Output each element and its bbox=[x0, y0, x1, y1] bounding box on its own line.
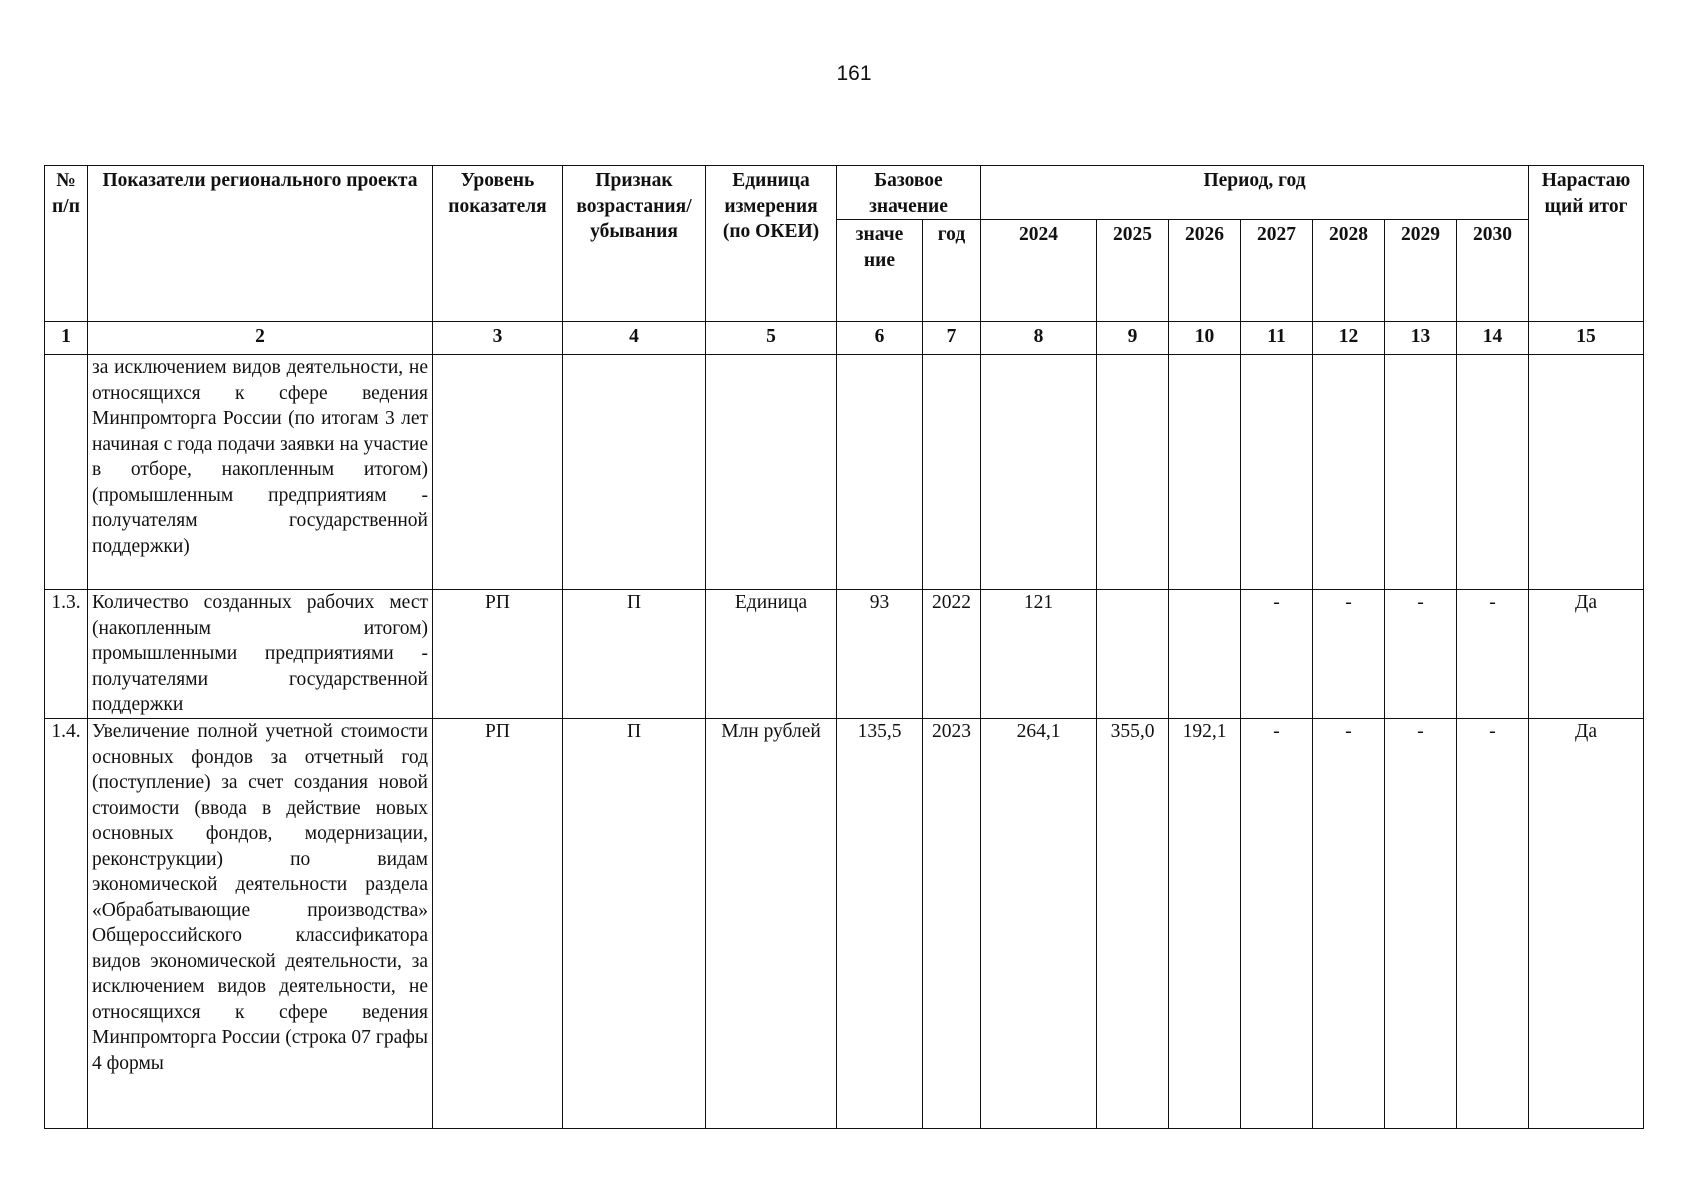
header-indicators: Показатели регионального проекта bbox=[88, 166, 433, 322]
column-number: 13 bbox=[1385, 322, 1457, 355]
header-unit: Единица измерения (по ОКЕИ) bbox=[706, 166, 837, 322]
row-base-value: 135,5 bbox=[837, 719, 923, 1129]
column-number: 1 bbox=[45, 322, 88, 355]
row-indicator-text: за исключением видов деятельности, не относящихся к сфере ведения Минпромторга России (по итогам 3 лет начиная с года подачи заявки на участие в отборе, накопленным итогом) (промышленным предприятиям - получателям государственной поддержки) bbox=[88, 355, 433, 590]
column-number: 3 bbox=[433, 322, 563, 355]
header-cumulative: Нарастаю щий итог bbox=[1529, 166, 1644, 322]
row-2029 bbox=[1385, 355, 1457, 590]
row-base-value: 93 bbox=[837, 590, 923, 719]
row-cumulative bbox=[1529, 355, 1644, 590]
row-level bbox=[433, 355, 563, 590]
header-sign: Признак возрастания/ убывания bbox=[563, 166, 706, 322]
row-unit: Млн рублей bbox=[706, 719, 837, 1129]
row-2027: - bbox=[1241, 590, 1313, 719]
header-num: № п/п bbox=[45, 166, 88, 322]
header-base-year: год bbox=[923, 220, 981, 322]
row-sign: П bbox=[563, 590, 706, 719]
column-number: 11 bbox=[1241, 322, 1313, 355]
header-year-2027: 2027 bbox=[1241, 220, 1313, 322]
row-indicator-text: Количество созданных рабочих мест (накопленным итогом) промышленными предприятиями - получателями государственной поддержки bbox=[88, 590, 433, 719]
row-2030: - bbox=[1457, 590, 1529, 719]
row-sign: П bbox=[563, 719, 706, 1129]
column-number: 8 bbox=[981, 322, 1097, 355]
column-number: 7 bbox=[923, 322, 981, 355]
row-2027 bbox=[1241, 355, 1313, 590]
row-2026: 192,1 bbox=[1169, 719, 1241, 1129]
column-number: 5 bbox=[706, 322, 837, 355]
header-year-2030: 2030 bbox=[1457, 220, 1529, 322]
header-year-2026: 2026 bbox=[1169, 220, 1241, 322]
row-indicator-text-inner: Увеличение полной учетной стоимости основных фондов за отчетный год (поступление) за счет создания новой стоимости (ввода в действие новых основных фондов, модернизации, реконструкции) по видам экономической деятельности раздела «Обрабатывающие производства» Общероссийского классификатора видов экономической деятельности, за исключением видов деятельности, не относящихся к сфере ведения Минпромторга России (строка 07 графы 4 формы bbox=[92, 721, 428, 1074]
row-indicator-text bbox=[88, 719, 433, 1129]
header-year-2025: 2025 bbox=[1097, 220, 1169, 322]
column-number: 12 bbox=[1313, 322, 1385, 355]
row-2024: 264,1 bbox=[981, 719, 1097, 1129]
row-2026 bbox=[1169, 355, 1241, 590]
column-number: 6 bbox=[837, 322, 923, 355]
column-number: 9 bbox=[1097, 322, 1169, 355]
row-base-value bbox=[837, 355, 923, 590]
row-2026 bbox=[1169, 590, 1241, 719]
row-2024: 121 bbox=[981, 590, 1097, 719]
column-number: 4 bbox=[563, 322, 706, 355]
row-2025 bbox=[1097, 355, 1169, 590]
header-year-2029: 2029 bbox=[1385, 220, 1457, 322]
row-2029: - bbox=[1385, 719, 1457, 1129]
row-2030 bbox=[1457, 355, 1529, 590]
row-2029: - bbox=[1385, 590, 1457, 719]
row-2024 bbox=[981, 355, 1097, 590]
row-2025: 355,0 bbox=[1097, 719, 1169, 1129]
row-cumulative: Да bbox=[1529, 719, 1644, 1129]
row-sign bbox=[563, 355, 706, 590]
row-num: 1.3. bbox=[45, 590, 88, 719]
header-year-2024: 2024 bbox=[981, 220, 1097, 322]
indicators-table bbox=[44, 165, 1644, 1129]
row-unit: Единица bbox=[706, 590, 837, 719]
header-year-2028: 2028 bbox=[1313, 220, 1385, 322]
table-row bbox=[45, 719, 1644, 1129]
row-2028: - bbox=[1313, 590, 1385, 719]
row-base-year: 2022 bbox=[923, 590, 981, 719]
row-2028 bbox=[1313, 355, 1385, 590]
column-number: 10 bbox=[1169, 322, 1241, 355]
row-level: РП bbox=[433, 719, 563, 1129]
row-2027: - bbox=[1241, 719, 1313, 1129]
column-number: 15 bbox=[1529, 322, 1644, 355]
table-row bbox=[45, 355, 1644, 590]
header-period: Период, год bbox=[981, 166, 1529, 220]
column-number: 14 bbox=[1457, 322, 1529, 355]
header-base-value: значе ние bbox=[837, 220, 923, 322]
row-num: 1.4. bbox=[45, 719, 88, 1129]
row-2030: - bbox=[1457, 719, 1529, 1129]
row-base-year bbox=[923, 355, 981, 590]
header-base: Базовое значение bbox=[837, 166, 981, 220]
row-base-year: 2023 bbox=[923, 719, 981, 1129]
column-numbers-row bbox=[45, 322, 1644, 355]
row-unit bbox=[706, 355, 837, 590]
page-number: 161 bbox=[836, 62, 872, 85]
row-cumulative: Да bbox=[1529, 590, 1644, 719]
row-num bbox=[45, 355, 88, 590]
row-2028: - bbox=[1313, 719, 1385, 1129]
row-level: РП bbox=[433, 590, 563, 719]
row-2025 bbox=[1097, 590, 1169, 719]
column-number: 2 bbox=[88, 322, 433, 355]
table-row bbox=[45, 590, 1644, 719]
header-level: Уровень показателя bbox=[433, 166, 563, 322]
